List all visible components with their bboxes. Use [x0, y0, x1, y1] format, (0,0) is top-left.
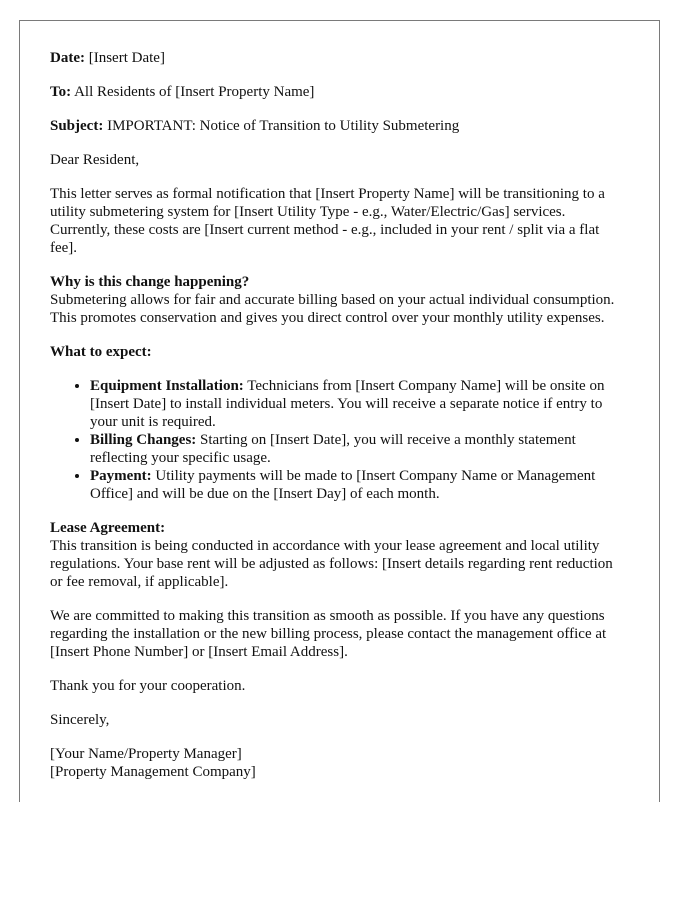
- to-label: To:: [50, 84, 72, 100]
- lease-body: This transition is being conducted in accordance with your lease agreement and local utility regulations. Your base rent will be adjusted as follows: [Insert details regarding rent reduction or fee removal, if applicable].: [50, 538, 613, 590]
- expect-heading: What to expect:: [50, 344, 152, 360]
- to-value: All Residents of [Insert Property Name]: [74, 84, 315, 100]
- list-item-text: Starting on [Insert Date], you will receive a monthly statement reflecting your specific usage.: [90, 432, 576, 466]
- date-label: Date:: [50, 50, 85, 66]
- greeting: Dear Resident,: [50, 152, 140, 168]
- intro-paragraph: This letter serves as formal notification that [Insert Property Name] will be transitioning to a utility submetering system for [Insert Utility Type - e.g., Water/Electric/Gas] services. Currently, these costs are [Insert current method - e.g., included in your rent / split via a flat fee].: [50, 186, 605, 256]
- why-heading: Why is this change happening?: [50, 274, 250, 290]
- list-item-label: Payment:: [90, 468, 152, 484]
- commitment-paragraph: We are committed to making this transition as smooth as possible. If you have any questions regarding the installation or the new billing process, please contact the management office at [Insert Phone Number] or [Insert Email Address].: [50, 608, 607, 660]
- to-line: [50, 83, 629, 101]
- why-body: Submetering allows for fair and accurate billing based on your actual individual consumption. This promotes conservation and gives you direct control over your monthly utility expenses.: [50, 292, 615, 326]
- subject-label: Subject:: [50, 118, 104, 134]
- list-item-text: Technicians from [Insert Company Name] will be onsite on [Insert Date] to install individual meters. You will receive a separate notice if entry to your unit is required.: [90, 378, 605, 430]
- subject-value: IMPORTANT: Notice of Transition to Utility Submetering: [107, 118, 460, 134]
- letter-page: [19, 20, 660, 802]
- list-item: [90, 377, 629, 431]
- lease-heading: Lease Agreement:: [50, 520, 166, 536]
- signature-block: [50, 745, 629, 781]
- list-item-label: Billing Changes:: [90, 432, 197, 448]
- thanks-line: Thank you for your cooperation.: [50, 678, 246, 694]
- lease-section: [50, 519, 629, 591]
- signature-company: [Property Management Company]: [50, 764, 256, 780]
- expect-list: [50, 377, 629, 503]
- list-item-text: Utility payments will be made to [Insert Company Name or Management Office] and will be due on the [Insert Day] of each month.: [90, 468, 596, 502]
- closing-line: Sincerely,: [50, 712, 110, 728]
- date-value: [Insert Date]: [88, 50, 165, 66]
- date-line: [50, 49, 629, 67]
- subject-line: [50, 117, 629, 135]
- list-item-label: Equipment Installation:: [90, 378, 244, 394]
- signature-name: [Your Name/Property Manager]: [50, 746, 242, 762]
- list-item: [90, 467, 629, 503]
- list-item: [90, 431, 629, 467]
- why-section: [50, 273, 629, 327]
